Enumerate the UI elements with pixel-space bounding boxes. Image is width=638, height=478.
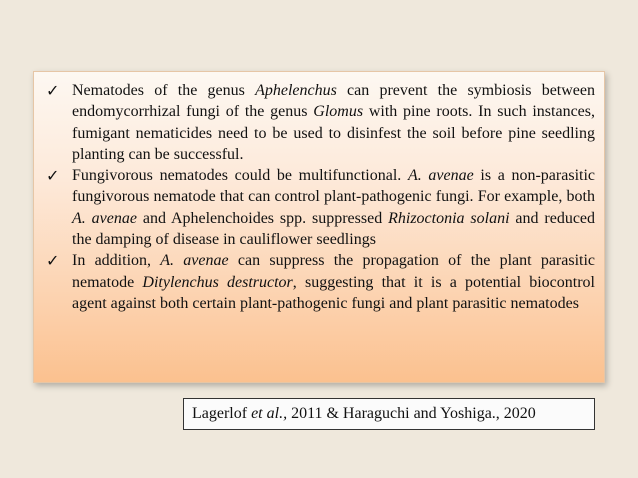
- text-segment: with pine roots. In such instances, fumigant nematicides need to be used to disinfest the soil before pine seedling planting can be successful.: [72, 103, 596, 163]
- check-mark-icon: ✓: [46, 251, 60, 271]
- citation-box: [183, 398, 595, 430]
- text-segment: In addition,: [72, 252, 161, 270]
- text-segment: can prevent the symbiosis between endomycorrhizal fungi of the genus: [72, 82, 595, 121]
- italic-text: A. avenae: [160, 252, 229, 270]
- italic-text: et al.,: [251, 405, 288, 422]
- italic-text: Glomus: [313, 103, 364, 121]
- italic-text: A. avenae: [72, 209, 137, 227]
- text-segment: Nematodes of the genus: [72, 82, 256, 99]
- content-box: [33, 71, 605, 383]
- check-mark-icon: ✓: [46, 166, 60, 186]
- bullet-item: [46, 250, 596, 314]
- bullet-item: [46, 165, 596, 250]
- text-segment: Fungivorous nematodes could be multifunctional.: [72, 167, 408, 185]
- bullet-item: [46, 80, 596, 165]
- text-segment: can suppress the propagation of the plant parasitic nematode: [72, 252, 596, 291]
- italic-text: A. avenae: [407, 167, 474, 185]
- text-segment: is a non-parasitic fungivorous nematode that can control plant-pathogenic fungi. For example, both: [72, 167, 596, 206]
- check-mark-icon: ✓: [46, 81, 60, 100]
- italic-text: Aphelenchus: [255, 82, 337, 99]
- bullet-list: [46, 80, 596, 314]
- text-segment: , suggesting that it is a potential biocontrol agent against both certain plant-pathogenic fungi and plant parasitic nematodes: [72, 273, 595, 312]
- text-segment: Lagerlof: [192, 405, 252, 422]
- text-segment: and Aphelenchoides spp. suppressed: [136, 209, 389, 227]
- text-segment: and reduced the damping of disease in cauliflower seedlings: [72, 209, 596, 249]
- italic-text: Rhizoctonia solani: [388, 209, 510, 227]
- text-segment: 2011 & Haraguchi and Yoshiga., 2020: [287, 405, 536, 422]
- italic-text: Ditylenchus destructor: [142, 273, 293, 291]
